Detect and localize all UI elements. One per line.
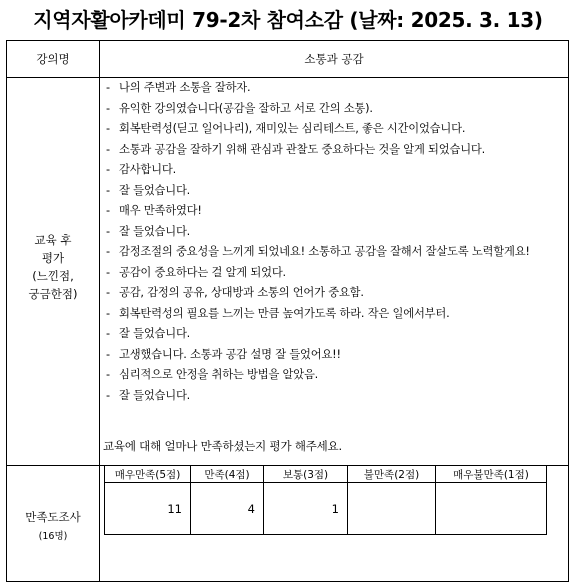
satisfaction-table <box>104 465 547 535</box>
bullet-dash: - <box>106 81 110 94</box>
count-dissatisfied <box>348 483 436 535</box>
feedback-comment: - 나의 주변과 소통을 잘하자. <box>99 78 569 99</box>
feedback-comment: - 공감이 중요하다는 걸 알게 되었다. <box>99 263 569 284</box>
bullet-dash: - <box>106 142 110 156</box>
satisfaction-value-row <box>105 483 547 535</box>
bullet-dash: - <box>106 265 110 279</box>
feedback-comment: - 잘 들었습니다. <box>99 386 569 407</box>
feedback-comment: - 감정조절의 중요성을 느끼게 되었네요! 소통하고 공감을 잘해서 잘살도록 노력할게요! <box>99 242 569 263</box>
column-header-very-dissatisfied: 매우불만족(1점) <box>436 466 547 483</box>
feedback-comment: - 매우 만족하였다! <box>99 201 569 222</box>
bullet-dash: - <box>106 204 110 217</box>
feedback-comment: - 감사합니다. <box>99 160 569 181</box>
page-title: 지역자활아카데미 79-2차 참여소감 (날짜: 2025. 3. 13) <box>33 8 543 32</box>
count-neutral: 1 <box>264 483 348 535</box>
bullet-dash: - <box>106 101 110 115</box>
bullet-dash: - <box>106 368 110 381</box>
bullet-dash: - <box>106 286 110 299</box>
count-satisfied: 4 <box>191 483 264 535</box>
feedback-comment: - 회복탄력성(딛고 일어나리), 재미있는 심리테스트, 좋은 시간이었습니다. <box>99 119 569 140</box>
feedback-label-line: 교육 후 <box>34 233 72 247</box>
column-header-dissatisfied: 불만족(2점) <box>348 466 436 483</box>
count-very-dissatisfied <box>436 483 547 535</box>
feedback-comment: - 고생했습니다. 소통과 공감 설명 잘 들었어요!! <box>99 345 569 366</box>
feedback-label-line: (느낀점, <box>32 269 74 283</box>
feedback-comment: - 잘 들었습니다. <box>99 181 569 202</box>
bullet-dash: - <box>106 327 110 340</box>
bullet-dash: - <box>106 224 110 238</box>
feedback-comment: - 공감, 감정의 공유, 상대방과 소통의 언어가 중요함. <box>99 283 569 304</box>
feedback-comment: - 유익한 강의였습니다(공감을 잘하고 서로 간의 소통). <box>99 99 569 120</box>
survey-label-text: 만족도조사 <box>25 510 81 524</box>
feedback-comment: - 잘 들었습니다. <box>99 222 569 243</box>
bullet-dash: - <box>106 122 110 135</box>
feedback-comment: - 회복탄력성의 필요를 느끼는 만큼 높여가도록 하라. 작은 일에서부터. <box>99 304 569 325</box>
column-header-very-satisfied: 매우만족(5점) <box>105 466 191 483</box>
lecture-name-label: 강의명 <box>36 52 70 66</box>
bullet-dash: - <box>106 306 110 320</box>
feedback-comment: - 잘 들었습니다. <box>99 324 569 345</box>
count-very-satisfied: 11 <box>105 483 191 535</box>
bullet-dash: - <box>106 245 110 258</box>
survey-participant-count: (16명) <box>38 531 68 542</box>
feedback-label-line: 평가 <box>41 251 65 265</box>
feedback-comment: - 소통과 공감을 잘하기 위해 관심과 관찰도 중요하다는 것을 알게 되었습니다. <box>99 140 569 161</box>
feedback-comment-list <box>99 78 569 406</box>
feedback-label-line: 궁금한점) <box>28 287 78 301</box>
bullet-dash: - <box>106 347 110 361</box>
feedback-comment: - 심리적으로 안정을 취하는 방법을 알았음. <box>99 365 569 386</box>
bullet-dash: - <box>106 388 110 402</box>
column-header-satisfied: 만족(4점) <box>191 466 264 483</box>
survey-label <box>7 507 99 547</box>
bullet-dash: - <box>106 163 110 176</box>
lecture-name-value: 소통과 공감 <box>304 52 364 66</box>
column-header-neutral: 보통(3점) <box>264 466 348 483</box>
survey-prompt: 교육에 대해 얼마나 만족하셨는지 평가 해주세요. <box>103 439 342 453</box>
feedback-label <box>7 231 99 303</box>
bullet-dash: - <box>106 183 110 197</box>
satisfaction-header-row <box>105 466 547 483</box>
